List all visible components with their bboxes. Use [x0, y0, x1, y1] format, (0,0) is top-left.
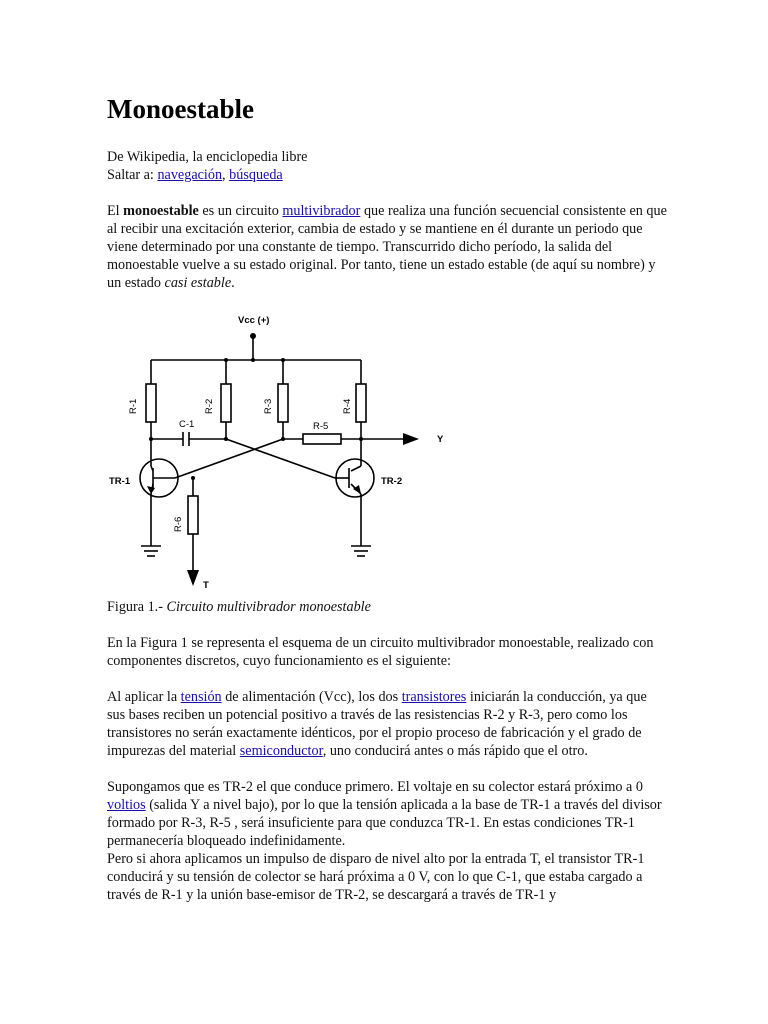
jump-to-line: [107, 166, 667, 184]
label-r5: R-5: [313, 421, 329, 432]
multivibrador-link[interactable]: multivibrador: [282, 203, 361, 219]
resistor-r5: [303, 434, 341, 444]
power-text-4: , uno conducirá antes o más rápido que el otro.: [322, 743, 588, 759]
resistor-r1: [146, 384, 156, 422]
intro-italic-term: casi estable: [164, 275, 232, 291]
voltios-link[interactable]: voltios: [107, 797, 146, 813]
paragraph-tr2-first: [107, 778, 667, 850]
label-tr1: TR-1: [109, 476, 131, 487]
jump-prefix: Saltar a:: [107, 167, 158, 183]
source-line: De Wikipedia, la enciclopedia libre: [107, 149, 308, 165]
tension-link[interactable]: tensión: [180, 689, 222, 705]
intro-text-3: que realiza una función secuencial consistente en que al recibir una excitación exterior, cambia de estado y se mantiene en él durante un periodo que viene determinado por una constante de tiempo. Transcurrido dicho período, la salida del monoestable vuelve a su estado original. Por tanto, tiene un estado estable (de aquí su nombre) y un estado: [107, 203, 667, 291]
semiconductor-link[interactable]: semiconductor: [239, 743, 323, 759]
jump-separator: ,: [222, 167, 230, 183]
paragraph-power-on: [107, 688, 667, 760]
intro-bold-term: monoestable: [123, 203, 199, 219]
power-text-2: de alimentación (Vcc), los dos: [221, 689, 402, 705]
figure-caption: [107, 599, 371, 616]
label-vcc: Vcc (+): [238, 315, 270, 326]
article-body: [107, 634, 667, 904]
circuit-diagram: [103, 308, 443, 594]
resistor-r3: [278, 384, 288, 422]
transistores-link[interactable]: transistores: [401, 689, 467, 705]
resistor-r2: [221, 384, 231, 422]
label-r1: R-1: [128, 398, 139, 414]
paragraph-figure-intro: En la Figura 1 se representa el esquema de un circuito multivibrador monoestable, realizado con componentes discretos, cuyo funcionamiento es el siguiente:: [107, 635, 654, 669]
suppose-text-2: (salida Y a nivel bajo), por lo que la tensión aplicada a la base de TR-1 a través del divisor formado por R-3, R-5 , será insuficiente para que conduzca TR-1. En estas condiciones TR-1 permanecería bloqueado indefinidamente.: [107, 797, 662, 849]
label-r6: R-6: [173, 516, 184, 532]
caption-title: Circuito multivibrador monoestable: [166, 599, 371, 615]
output-arrow-icon: [403, 433, 419, 445]
navigation-link[interactable]: navegación: [157, 167, 223, 183]
article: [107, 92, 667, 292]
power-text-1: Al aplicar la: [107, 689, 181, 705]
intro-text-2: es un circuito: [198, 203, 283, 219]
intro-text-1: El: [107, 203, 124, 219]
label-c1: C-1: [179, 419, 195, 430]
label-trigger-t: T: [203, 580, 209, 591]
trigger-arrow-icon: [187, 570, 199, 586]
suppose-text-1: Supongamos que es TR-2 el que conduce primero. El voltaje en su colector estará próximo a 0: [107, 779, 643, 795]
power-text-3: iniciarán la conducción, ya que sus bases reciben un potencial positivo a través de las resistencias R-2 y R-3, pero como los transistores no serán exactamente idénticos, por el propio proceso de fabricación y el grado de impurezas del material: [107, 689, 647, 759]
label-tr2: TR-2: [381, 476, 403, 487]
label-r2: R-2: [204, 398, 215, 414]
resistor-r6: [188, 496, 198, 534]
search-link[interactable]: búsqueda: [229, 167, 283, 183]
paragraph-trigger-pulse: Pero si ahora aplicamos un impulso de disparo de nivel alto por la entrada T, el transistor TR-1 conducirá y su tensión de colector se hará próxima a 0 V, con lo que C-1, que estaba cargado a través de R-1 y la unión base-emisor de TR-2, se descargará a través de TR-1 y: [107, 851, 645, 903]
label-output-y: Y: [437, 434, 443, 445]
label-r3: R-3: [263, 398, 274, 414]
resistor-r4: [356, 384, 366, 422]
intro-paragraph: [107, 202, 667, 292]
page-title: Monoestable: [107, 94, 254, 124]
label-r4: R-4: [342, 398, 353, 414]
caption-prefix: Figura 1.-: [107, 599, 167, 615]
intro-text-4: .: [231, 275, 235, 291]
